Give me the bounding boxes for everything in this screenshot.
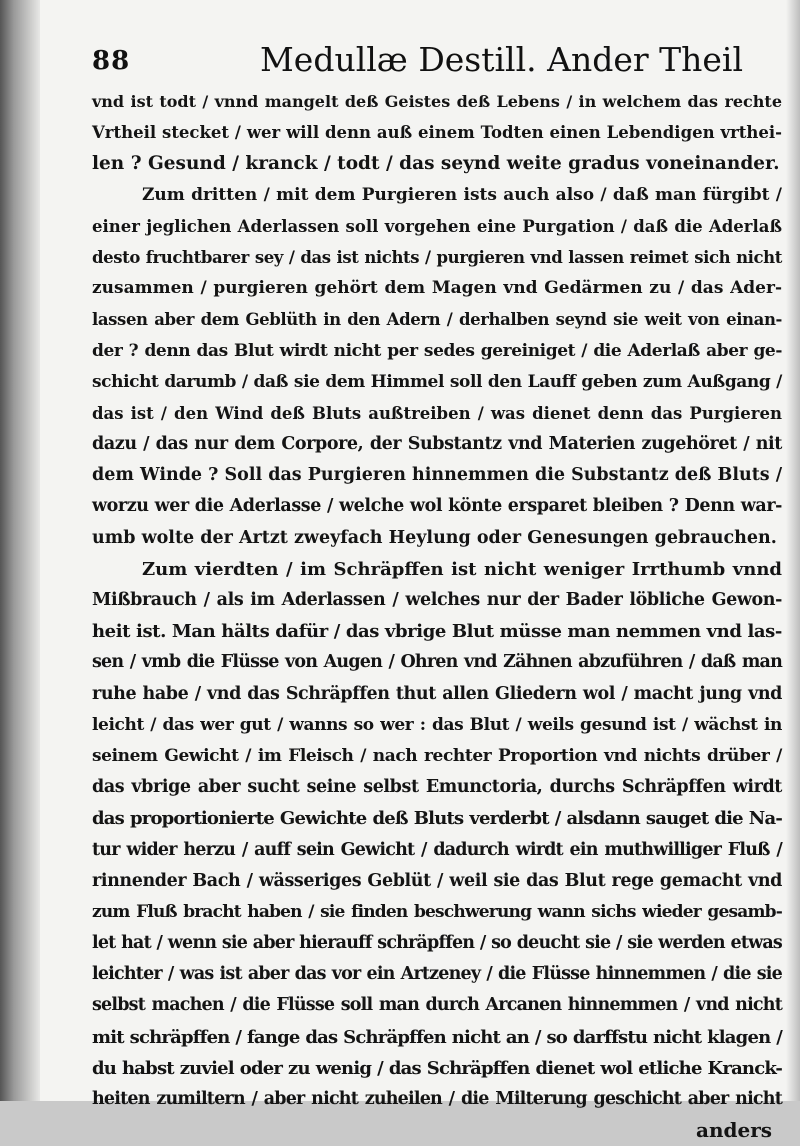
- page-header: [92, 36, 744, 79]
- text-line: leicht / das wer gut / wanns so wer : das Blut / weils gesund ist / wächst in: [92, 714, 782, 735]
- text-line: sen / vmb die Flüsse von Augen / Ohren vnd Zähnen abzuführen / daß man: [92, 652, 782, 673]
- text-line: schicht darumb / daß sie dem Himmel soll den Lauff geben zum Außgang /: [92, 371, 782, 392]
- text-line: desto fruchtbarer sey / das ist nichts / purgieren vnd lassen reimet sich nicht: [92, 247, 782, 267]
- text-line: lassen aber dem Geblüth in den Adern / derhalben seynd sie weit von einan-: [92, 310, 782, 330]
- text-line: selbst machen / die Flüsse soll man durch Arcanen hinnemmen / vnd nicht: [92, 995, 782, 1016]
- text-line: worzu wer die Aderlasse / welche wol könte ersparet bleiben ? Denn war-: [92, 496, 782, 517]
- text-line: leichter / was ist aber das vor ein Artzeney / die Flüsse hinnemmen / die sie: [92, 964, 782, 985]
- paragraph-start-line: Zum vierdten / im Schräpffen ist nicht weniger Irrthumb vnnd: [142, 558, 782, 580]
- text-line: heit ist. Man hälts dafür / das vbrige Blut müsse man nemmen vnd las-: [92, 621, 782, 643]
- text-line: du habst zuviel oder zu wenig / das Schräpffen dienet wol etliche Kranck-: [92, 1057, 782, 1079]
- text-line: dazu / das nur dem Corpore, der Substantz vnd Materien zugehöret / nit: [92, 434, 782, 455]
- text-line: vnd ist todt / vnnd mangelt deß Geistes deß Lebens / in welchem das rechte: [92, 92, 782, 111]
- text-line: seinem Gewicht / im Fleisch / nach rechter Proportion vnd nichts drüber /: [92, 745, 782, 766]
- text-line: umb wolte der Artzt zweyfach Heylung oder Genesungen gebrauchen.: [92, 527, 777, 548]
- catchword: anders: [695, 1118, 772, 1143]
- text-line: tur wider herzu / auff sein Gewicht / dadurch wirdt ein muthwilliger Fluß /: [92, 839, 782, 860]
- text-line: Vrtheil stecket / wer will denn auß einem Todten einen Lebendigen vrthei-: [92, 123, 782, 143]
- text-line: das vbrige aber sucht seine selbst Emunctoria, durchs Schräpffen wirdt: [92, 777, 782, 798]
- text-line: heiten zumiltern / aber nicht zuheilen / die Milterung geschicht aber nicht: [92, 1089, 782, 1109]
- text-line: der ? denn das Blut wirdt nicht per sedes gereiniget / die Aderlaß aber ge-: [92, 340, 782, 361]
- page-number: 88: [92, 46, 131, 76]
- text-line: Mißbrauch / als im Aderlassen / welches nur der Bader löbliche Gewon-: [92, 590, 782, 610]
- text-line: das ist / den Wind deß Bluts außtreiben / was dienet denn das Purgieren: [92, 403, 782, 423]
- text-line: dem Winde ? Soll das Purgieren hinnemmen die Substantz deß Bluts /: [92, 465, 783, 486]
- text-line: zum Fluß bracht haben / sie finden beschwerung wann sichs wieder gesamb-: [92, 901, 782, 922]
- text-line: ruhe habe / vnd das Schräpffen thut allen Gliedern wol / macht jung vnd: [92, 683, 782, 704]
- text-line: len ? Gesund / kranck / todt / das seynd weite gradus voneinander.: [92, 153, 780, 175]
- text-line: let hat / wenn sie aber hierauff schräpffen / so deucht sie / sie werden etwas: [92, 933, 782, 954]
- text-line: das proportionierte Gewichte deß Bluts verderbt / alsdann sauget die Na-: [92, 808, 782, 830]
- paragraph-start-line: Zum dritten / mit dem Purgieren ists auch also / daß man fürgibt /: [142, 184, 782, 205]
- text-line: zusammen / purgieren gehört dem Magen vnd Gedärmen zu / das Ader-: [92, 278, 782, 299]
- running-title: Medullæ Destill. Ander Theil: [260, 40, 744, 79]
- text-line: einer jeglichen Aderlassen soll vorgehen eine Purgation / daß die Aderlaß: [92, 216, 782, 236]
- body-text: [92, 86, 782, 1146]
- text-line: rinnender Bach / wässeriges Geblüt / weil sie das Blut rege gemacht vnd: [92, 870, 782, 891]
- text-line: mit schräpffen / fange das Schräpffen nicht an / so darffstu nicht klagen /: [92, 1026, 782, 1048]
